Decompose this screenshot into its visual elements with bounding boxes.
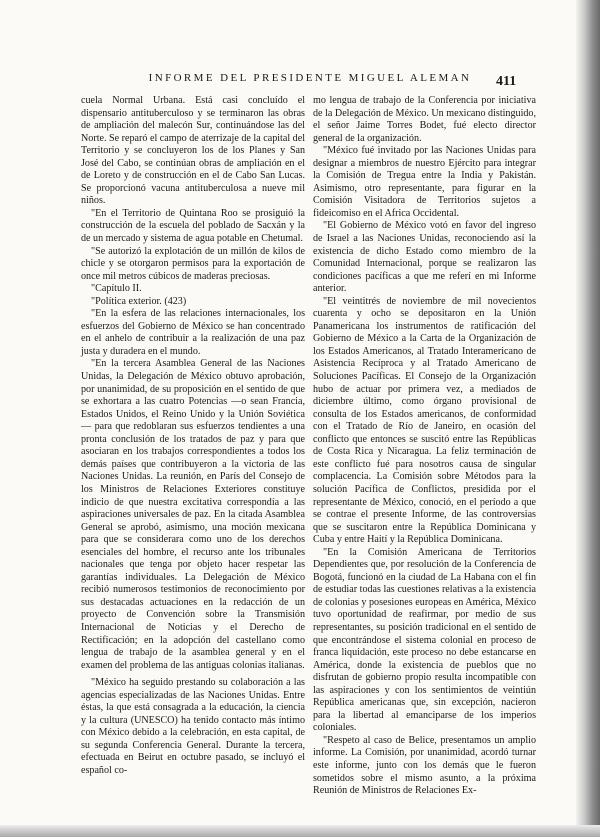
paragraph: "En la esfera de las relaciones internacionales, los esfuerzos del Gobierno de México se han concentrado en el anhelo de contribuir a la realización de una paz justa y duradera en el mundo. (81, 308, 305, 357)
paragraph: "Se autorizó la explotación de un millón de kilos de chicle y se otorgaron permisos para la exportación de once mil metros cúbicos de maderas preciosas. (81, 245, 305, 282)
paragraph: cuela Normal Urbana. Está casi concluído el dispensario antituberculoso y se terminaron las obras de ampliación del malecón Sur, continuándose las del Norte. Se reparó el campo de aterrizaje de la capital del Territorio y se concluyeron los de los Planes y San José del Cabo, se continúan obras de ampliación en el de Loreto y de construcción en el de Cabo San Lucas. Se proporcionó vacuna antituberculosa a nueve mil niños. (81, 95, 305, 207)
section-heading: "Política exterior. (423) (91, 295, 187, 307)
paragraph: "En la tercera Asamblea General de las Naciones Unidas, la Delegación de México obtuvo aprobación, por unanimidad, de su proposición en el sentido de que se exhortara a las cuatro Potencias —o sean Francia, Estados Unidos, el Reino Unido y la Unión Soviética— para que redoblaran sus esfuerzos tendientes a una pronta conclusión de los tratados de paz y para que asociaran en los trabajos correspondientes a todos los demás países que contribuyeron a la victoria de las Naciones Unidas. La reunión, en París del Consejo de los Ministros de Relaciones Exteriores constituye indicio de que nuestra excitativa correspondía a las aspiraciones universales de paz. En la citada Asamblea General se aprobó, asimismo, una moción mexicana para que se considerara como uno de los derechos esenciales del hombre, el recurso ante los tribunales nacionales que tenga por objeto hacer respetar las garantías individuales. La Delegación de México recibió numerosos testimonios de reconocimiento por sus destacadas actuaciones en la redacción de un proyecto de Convención sobre la Transmisión Internacional de Noticias y el Derecho de Rectificación; en la adopción del castellano como lengua de trabajo de la asamblea general y en el examen del problema de las antiguas colonias italianas. (81, 358, 305, 671)
paragraph: "México fué invitado por las Naciones Unidas para designar a miembros de nuestro Ejército para integrar la Comisión de Tregua entre la India y Pakistán. Asimismo, otro representante, para figurar en la Comisión Visitadora de Territorios sujetos a fideicomiso en el Africa Occidental. (313, 145, 536, 219)
paragraph: "En la Comisión Americana de Territorios Dependientes que, por resolución de la Conferencia de Bogotá, funcionó en la ciudad de La Habana con el fin de estudiar todas las cuestiones relativas a la existencia de colonias y posesiones europeas en América, México tuvo oportunidad de reafirmar, por medio de sus representantes, su posición tradicional en el sentido de que encontrándose el sistema colonial en proceso de franca liquidación, este proceso no debe estancarse en América, donde la existencia de pueblos que no disfrutan de gobierno propio resulta incompatible con las aspiraciones y con los sentimientos de veintiún República americanas que, sin excepción, nacieron para la libertad al emanciparse de los imperios coloniales. (313, 546, 536, 734)
left-text-column (81, 95, 305, 778)
paragraph: "El Gobierno de México votó en favor del ingreso de Israel a las Naciones Unidas, reconociendo así la existencia de dicho Estado como miembro de la Comunidad Internacional, porque se realizaron las condiciones pacíficas a que me referí en mi Informe anterior. (313, 220, 536, 295)
paragraph: "El veintitrés de noviembre de mil novecientos cuarenta y ocho se depositaron en la Unión Panamericana los instrumentos de ratificación del Gobierno de México a la Carta de la Organización de los Estados Americanos, al Tratado Interamericano de Asistencia Recíproca y al Tratado Americano de Soluciones Pacíficas. El Consejo de la Organización hubo de actuar por primera vez, a mediados de diciembre último, como órgano provisional de consulta de los Estados americanos, de conformidad con el Tratado de Río de Janeiro, en ocasión del conflicto que entonces se suscitó entre las Repúblicas de Costa Rica y Nicaragua. La feliz terminación de este conflicto fué para nosotros causa de singular complacencia. La Comisión sobre Métodos para la solución Pacífica de Conflictos, presidida por el representante de México, conoció, en el período a que se contrae el presente Informe, de las controversias que se suscitaron entre la República Dominicana y Cuba y entre Haití y la República Dominicana. (313, 295, 536, 546)
right-text-column (313, 95, 536, 798)
paragraph: mo lengua de trabajo de la Conferencia por iniciativa de la Delegación de México. Un mexicano distinguido, el señor Jaime Torres Bodet, fué electo director general de la organización. (313, 95, 536, 144)
running-title: INFORME DEL PRESIDENTE MIGUEL ALEMAN (148, 72, 472, 84)
chapter-heading: "Capítulo II. (91, 283, 142, 295)
paragraph: "México ha seguido prestando su colaboración a las agencias especializadas de las Naciones Unidas. Entre éstas, la que está consagrada a la educación, la ciencia y la cultura (UNESCO) ha tenido contacto más íntimo con México debido a la celebración, en esta capital, de su segunda Conferencia General. Durante la tercera, efectuada en Beirut en octubre pasado, se incluyó el español co- (81, 677, 305, 776)
paragraph: "En el Territorio de Quintana Roo se prosiguió la construcción de la escuela del poblado de Sacxán y la de un mercado y sistema de agua potable en Chetumal. (81, 207, 305, 245)
page-number: 411 (496, 74, 517, 89)
page-bottom-edge (0, 825, 600, 837)
paragraph: "Respeto al caso de Belice, presentamos un amplio informe. La Comisión, por unanimidad, acordó turnar este informe, junto con los demás que le fueron sometidos sobre el mismo asunto, a la próxima Reunión de Ministros de Relaciones Ex- (313, 734, 536, 797)
page-edge-shadow (576, 0, 600, 837)
